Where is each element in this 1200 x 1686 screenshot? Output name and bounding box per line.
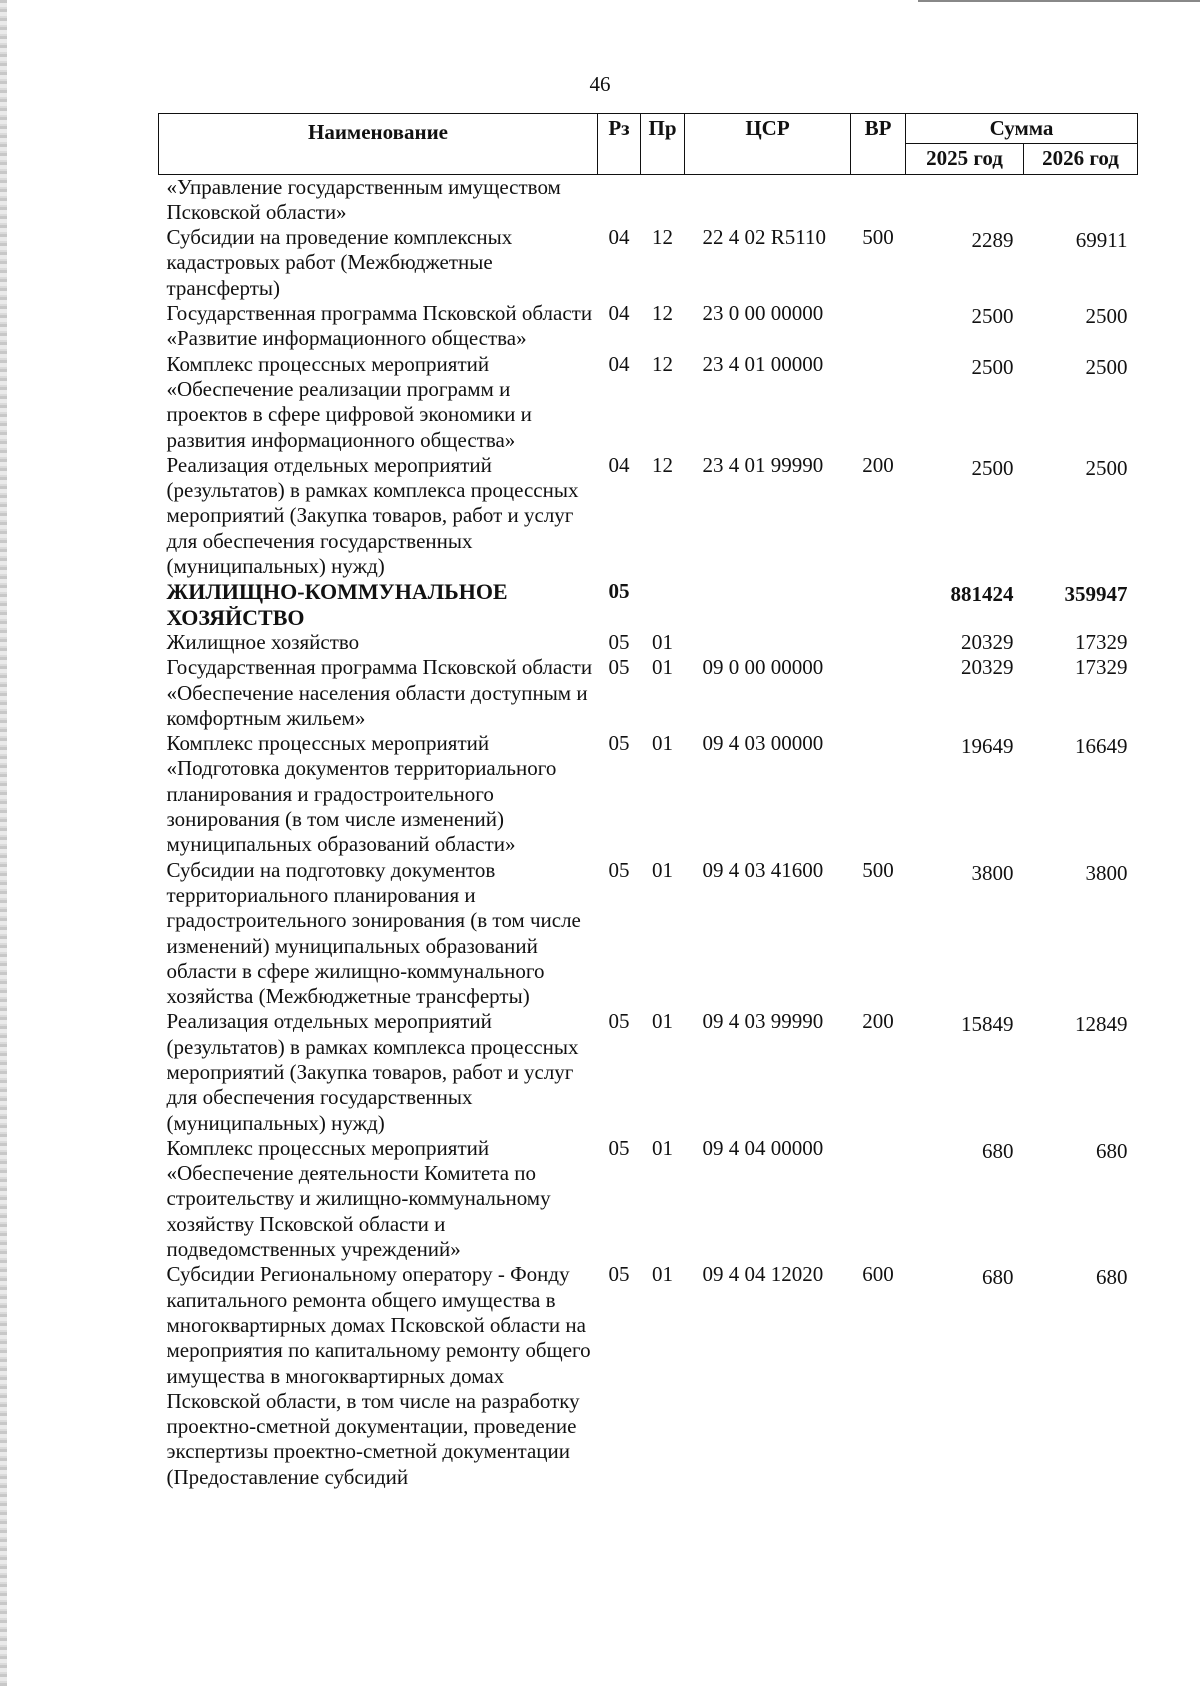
- pr-cell: 01: [652, 655, 673, 680]
- pr-cell: 01: [652, 1262, 673, 1287]
- sum-2026-cell: 2500: [1085, 304, 1128, 329]
- csr-cell: [685, 579, 851, 630]
- table-row: [159, 225, 1138, 301]
- csr-cell: 09 4 04 00000: [702, 1135, 824, 1160]
- rz-cell: 05: [608, 731, 630, 756]
- header-name: Наименование: [159, 114, 598, 175]
- rz-cell: 05: [608, 1009, 630, 1034]
- vr-cell: [851, 630, 906, 655]
- sum-2025-cell: 881424: [950, 582, 1014, 607]
- csr-cell: 09 4 03 41600: [702, 857, 824, 882]
- rz-cell: 05: [608, 579, 630, 604]
- sum-2026-cell: 2500: [1085, 354, 1128, 379]
- sum-2026-cell: [1024, 174, 1138, 225]
- header-pr: Пр: [641, 114, 685, 175]
- pr-cell: 01: [652, 1009, 673, 1034]
- vr-cell: 500: [862, 857, 894, 882]
- table-row: [159, 453, 1138, 579]
- table-row: [159, 630, 1138, 655]
- rz-cell: 04: [608, 225, 630, 250]
- table-header: [159, 114, 1138, 175]
- table-row: [159, 1262, 1138, 1490]
- csr-cell: [685, 174, 851, 225]
- csr-cell: [685, 630, 851, 655]
- csr-cell: 09 4 04 12020: [702, 1262, 824, 1287]
- sum-2025-cell: 2500: [971, 455, 1014, 480]
- table-body: [159, 174, 1138, 1490]
- sum-2026-cell: 16649: [1075, 734, 1128, 759]
- budget-table: [158, 113, 1138, 1490]
- rz-cell: 05: [608, 1262, 630, 1287]
- header-rz: Рз: [598, 114, 641, 175]
- name-cell: Реализация отдельных мероприятий (результатов) в рамках комплекса процессных мероприятий (Закупка товаров, работ и услуг для обеспечения государственных (муниципальных) нужд): [166, 452, 579, 579]
- pr-cell: 01: [652, 1135, 673, 1160]
- name-cell: Субсидии на подготовку документов территориального планирования и градостроительного зонирования (в том числе изменений) муниципальных образований области в сфере жилищно-коммунального хозяйства (Межбюджетные трансферты): [166, 857, 581, 1009]
- sum-2026-cell: 17329: [1075, 655, 1128, 680]
- pr-cell: 12: [652, 301, 673, 326]
- sum-2025-cell: 20329: [961, 629, 1014, 654]
- rz-cell: 05: [608, 1135, 630, 1160]
- header-vr: ВР: [851, 114, 906, 175]
- sum-2026-cell: 359947: [1064, 582, 1128, 607]
- vr-cell: [851, 731, 906, 857]
- top-rule: [918, 0, 1200, 2]
- csr-cell: 09 4 03 00000: [702, 731, 824, 756]
- name-cell: Субсидии на проведение комплексных кадастровых работ (Межбюджетные трансферты): [166, 225, 513, 300]
- header-csr: ЦСР: [685, 114, 851, 175]
- header-sum: Сумма: [906, 114, 1138, 144]
- vr-cell: 200: [862, 452, 894, 477]
- scan-edge-artifact: [0, 0, 7, 1686]
- csr-cell: 23 4 01 99990: [702, 452, 824, 477]
- name-cell: Комплекс процессных мероприятий «Обеспечение деятельности Комитета по строительству и жилищно-коммунальному хозяйству Псковской области и подведомственных учреждений»: [166, 1135, 551, 1262]
- name-cell: Жилищное хозяйство: [166, 629, 360, 654]
- sum-2025-cell: 680: [982, 1265, 1014, 1290]
- table-row: [159, 858, 1138, 1010]
- sum-2026-cell: 17329: [1075, 629, 1128, 654]
- name-cell: «Управление государственным имуществом Псковской области»: [166, 174, 561, 224]
- sum-2025-cell: 2289: [971, 228, 1014, 253]
- vr-cell: 200: [862, 1009, 894, 1034]
- pr-cell: 12: [652, 452, 673, 477]
- csr-cell: 23 0 00 00000: [702, 301, 824, 326]
- sum-2026-cell: 2500: [1085, 455, 1128, 480]
- sum-2026-cell: 12849: [1075, 1012, 1128, 1037]
- pr-cell: 01: [652, 857, 673, 882]
- name-cell: ЖИЛИЩНО-КОММУНАЛЬНОЕ ХОЗЯЙСТВО: [166, 579, 508, 630]
- name-cell: Комплекс процессных мероприятий «Обеспечение реализации программ и проектов в сфере цифровой экономики и развития информационного общества»: [166, 351, 532, 452]
- name-cell: Комплекс процессных мероприятий «Подготовка документов территориального планирования и градостроительного зонирования (в том числе изменений) муниципальных образований области»: [166, 731, 557, 857]
- vr-cell: [851, 1136, 906, 1262]
- sum-2025-cell: 2500: [971, 304, 1014, 329]
- vr-cell: 600: [862, 1262, 894, 1287]
- sum-2026-cell: 3800: [1085, 860, 1128, 885]
- table-row: [159, 1136, 1138, 1262]
- vr-cell: [851, 655, 906, 731]
- sum-2026-cell: 69911: [1075, 228, 1128, 253]
- csr-cell: 09 4 03 99990: [702, 1009, 824, 1034]
- csr-cell: 23 4 01 00000: [702, 351, 824, 376]
- header-year-2026: 2026 год: [1024, 144, 1138, 174]
- pr-cell: 12: [652, 351, 673, 376]
- page-number: 46: [589, 72, 611, 96]
- pr-cell: [641, 174, 685, 225]
- table-row: [159, 301, 1138, 352]
- table-row-section: [159, 579, 1138, 630]
- sum-2025-cell: 680: [982, 1138, 1014, 1163]
- table-row: [159, 352, 1138, 453]
- table-row: [159, 174, 1138, 225]
- sum-2025-cell: 19649: [961, 734, 1014, 759]
- rz-cell: 05: [608, 857, 630, 882]
- pr-cell: 01: [652, 731, 673, 756]
- sum-2026-cell: 680: [1096, 1265, 1128, 1290]
- sum-2026-cell: 680: [1096, 1138, 1128, 1163]
- pr-cell: 12: [652, 225, 673, 250]
- rz-cell: 04: [608, 452, 630, 477]
- rz-cell: 04: [608, 301, 630, 326]
- sum-2025-cell: 2500: [971, 354, 1014, 379]
- csr-cell: 22 4 02 R5110: [702, 225, 826, 250]
- name-cell: Государственная программа Псковской области «Обеспечение населения области доступным и комфортным жильем»: [166, 655, 593, 730]
- name-cell: Субсидии Региональному оператору - Фонду капитального ремонта общего имущества в многоквартирных домах Псковской области на мероприятия по капитальному ремонту общего имущества в многоквартирных домах Псковской области, в том числе на разработку проектно-сметной документации, проведение экспертизы проектно-сметной документации (Предоставление субсидий: [166, 1262, 591, 1489]
- vr-cell: [851, 352, 906, 453]
- sum-2025-cell: 15849: [961, 1012, 1014, 1037]
- vr-cell: [851, 301, 906, 352]
- vr-cell: [851, 579, 906, 630]
- vr-cell: 500: [862, 225, 894, 250]
- csr-cell: 09 0 00 00000: [702, 655, 824, 680]
- sum-2025-cell: [906, 174, 1024, 225]
- pr-cell: [641, 579, 685, 630]
- table-row: [159, 655, 1138, 731]
- pr-cell: 01: [652, 629, 673, 654]
- name-cell: Государственная программа Псковской области «Развитие информационного общества»: [166, 301, 593, 351]
- vr-cell: [851, 174, 906, 225]
- rz-cell: [598, 174, 641, 225]
- rz-cell: 05: [608, 655, 630, 680]
- name-cell: Реализация отдельных мероприятий (результатов) в рамках комплекса процессных мероприятий (Закупка товаров, работ и услуг для обеспечения государственных (муниципальных) нужд): [166, 1009, 579, 1135]
- table-row: [159, 731, 1138, 857]
- sum-2025-cell: 20329: [961, 655, 1014, 680]
- rz-cell: 04: [608, 351, 630, 376]
- sum-2025-cell: 3800: [971, 860, 1014, 885]
- table-row: [159, 1009, 1138, 1135]
- rz-cell: 05: [608, 629, 630, 654]
- header-year-2025: 2025 год: [906, 144, 1024, 174]
